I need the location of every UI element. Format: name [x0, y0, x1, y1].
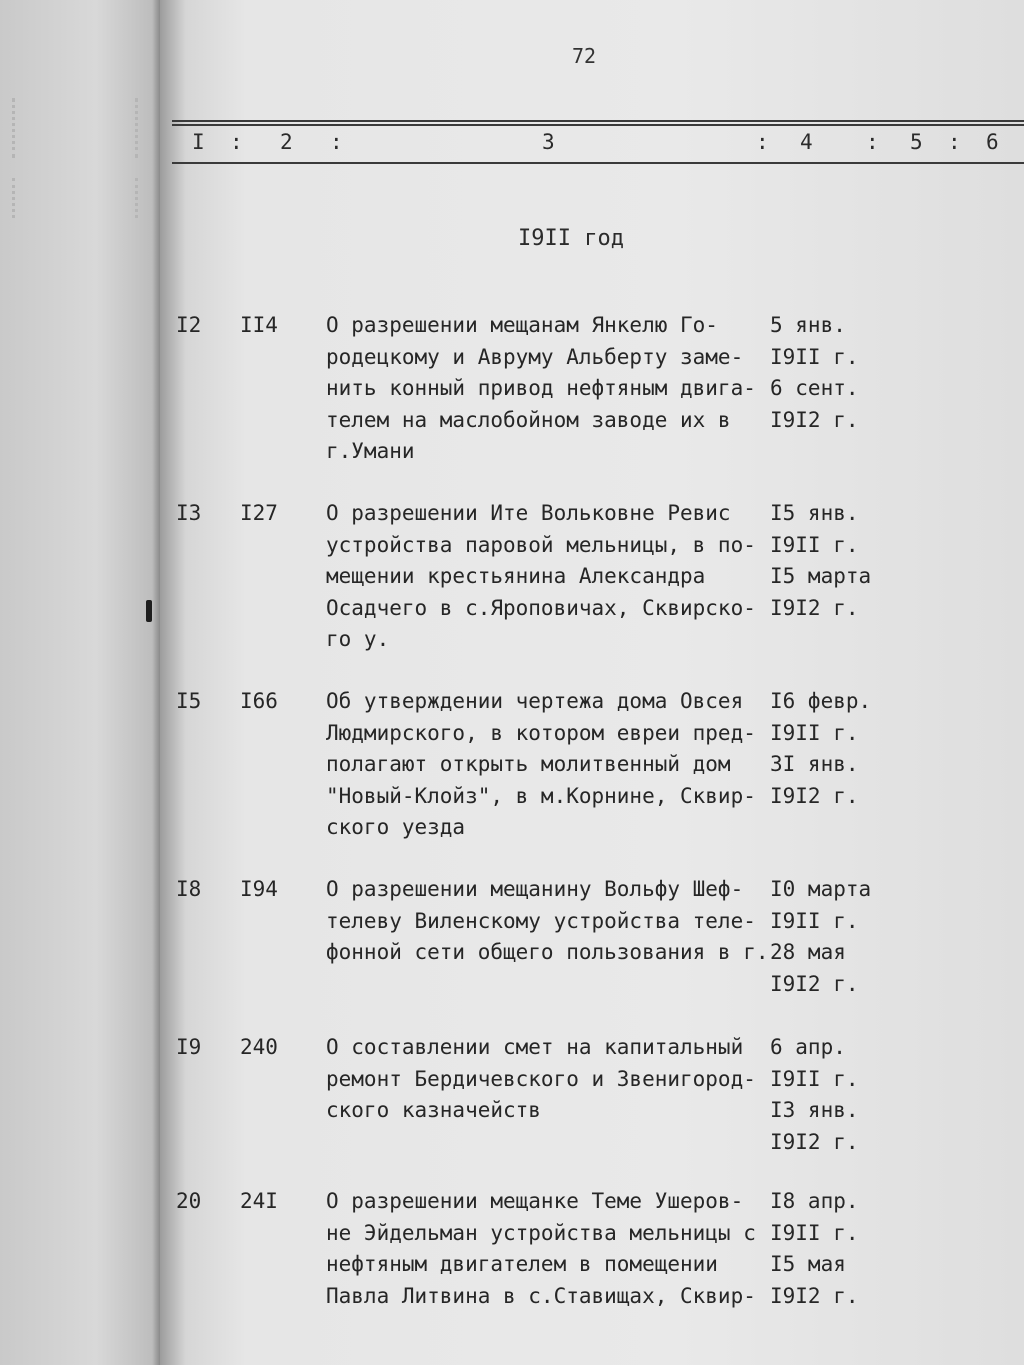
description-line: О разрешении мещанину Вольфу Шеф-: [326, 877, 744, 901]
description-line: О разрешении мещанке Теме Ушеров-: [326, 1189, 744, 1213]
entry-description: [326, 310, 756, 468]
description-line: мещении крестьянина Александра: [326, 564, 706, 588]
description-line: ремонт Бердичевского и Звенигород-: [326, 1066, 756, 1091]
header-rule-top-double: [172, 124, 1024, 126]
date-line: I5 янв.: [770, 501, 859, 525]
entry-reference: 240: [240, 1035, 278, 1059]
description-line: телем на маслобойном заводе их в: [326, 407, 731, 432]
column-header-sep: :: [330, 130, 343, 154]
year-heading: I9II год: [518, 226, 624, 251]
date-line: I9II г.: [770, 1066, 859, 1091]
entry-number: I9: [176, 1035, 202, 1059]
previous-page-edge: [0, 0, 160, 1365]
date-line: 28 мая: [770, 940, 846, 964]
entry-description: [326, 498, 756, 656]
date-line: I9II г.: [770, 344, 859, 369]
date-line: I0 марта: [770, 877, 872, 901]
date-line: 5 янв.: [770, 313, 846, 337]
entry-reference: 24I: [240, 1189, 278, 1213]
date-line: I5 мая: [770, 1252, 846, 1276]
date-line: 6 сент.: [770, 376, 859, 400]
description-line: Осадчего в с.Яроповичах, Сквирско-: [326, 595, 756, 620]
date-line: I9II г.: [770, 532, 859, 557]
entry-number: 20: [176, 1189, 202, 1213]
entry-reference: I94: [240, 877, 278, 901]
entry-reference: I66: [240, 689, 278, 713]
faded-header-box: [12, 178, 138, 218]
date-line: I9II г.: [770, 908, 859, 933]
column-header-sep: :: [948, 130, 961, 154]
description-line: не Эйдельман устройства мельницы с: [326, 1220, 756, 1245]
description-line: ского уезда: [326, 815, 466, 839]
entry-reference: I27: [240, 501, 278, 525]
entry-number: I3: [176, 501, 202, 525]
column-header-sep: :: [230, 130, 243, 154]
description-line: О разрешении Ите Вольковне Ревис: [326, 501, 731, 525]
document-page: [160, 0, 1024, 1365]
page-number: 72: [572, 44, 597, 68]
date-line: I9II г.: [770, 720, 859, 745]
entry-dates: [770, 310, 859, 436]
description-line: устройства паровой мельницы, в по-: [326, 532, 756, 557]
entry-description: [326, 874, 769, 969]
date-line: I8 апр.: [770, 1189, 859, 1213]
date-line: I5 марта: [770, 564, 872, 588]
description-line: Об утверждении чертежа дома Овсея: [326, 689, 744, 713]
description-line: г.Умани: [326, 439, 415, 463]
column-header-2: 2: [280, 130, 293, 154]
description-line: нефтяным двигателем в помещении: [326, 1252, 718, 1276]
entry-dates: [770, 874, 871, 1000]
column-header-sep: :: [756, 130, 769, 154]
description-line: Людмирского, в котором евреи пред-: [326, 720, 756, 745]
column-header-4: 4: [800, 130, 813, 154]
date-line: I9I2 г.: [770, 595, 859, 620]
entry-description: [326, 1186, 756, 1312]
column-header-1: I: [192, 130, 205, 154]
entry-number: I5: [176, 689, 202, 713]
description-line: Павла Литвина в с.Ставищах, Сквир-: [326, 1283, 756, 1308]
description-line: ского казначейств: [326, 1098, 541, 1122]
entry-dates: [770, 686, 871, 812]
description-line: фонной сети общего пользования в г.: [326, 940, 769, 964]
date-line: 3I янв.: [770, 752, 859, 776]
date-line: I9I2 г.: [770, 971, 859, 996]
description-line: полагают открыть молитвенный дом: [326, 752, 731, 776]
column-header-3: 3: [542, 130, 555, 154]
date-line: I6 февр.: [770, 689, 872, 713]
date-line: I9I2 г.: [770, 407, 859, 432]
description-line: родецкому и Авруму Альберту заме-: [326, 344, 744, 369]
faded-header-box: [12, 98, 138, 158]
entry-reference: II4: [240, 313, 278, 337]
entry-dates: [770, 1186, 859, 1312]
description-line: "Новый-Клойз", в м.Корнине, Сквир-: [326, 783, 756, 808]
date-line: 6 апр.: [770, 1035, 846, 1059]
date-line: I9I2 г.: [770, 1283, 859, 1308]
entry-number: I8: [176, 877, 202, 901]
entry-dates: [770, 498, 871, 624]
date-line: I3 янв.: [770, 1098, 859, 1122]
date-line: I9I2 г.: [770, 1129, 859, 1154]
entry-dates: [770, 1032, 859, 1158]
description-line: нить конный привод нефтяным двига-: [326, 376, 756, 400]
binding-mark: [146, 600, 152, 622]
column-header-6: 6: [986, 130, 999, 154]
date-line: I9II г.: [770, 1220, 859, 1245]
entry-description: [326, 1032, 756, 1127]
column-header-5: 5: [910, 130, 923, 154]
header-rule-bottom: [172, 162, 1024, 164]
description-line: го у.: [326, 627, 390, 651]
entry-number: I2: [176, 313, 202, 337]
entry-description: [326, 686, 756, 844]
column-header-sep: :: [866, 130, 879, 154]
description-line: О составлении смет на капитальный: [326, 1035, 744, 1059]
header-rule-top: [172, 120, 1024, 122]
date-line: I9I2 г.: [770, 783, 859, 808]
description-line: О разрешении мещанам Янкелю Го-: [326, 313, 718, 337]
description-line: телеву Виленскому устройства теле-: [326, 908, 756, 933]
